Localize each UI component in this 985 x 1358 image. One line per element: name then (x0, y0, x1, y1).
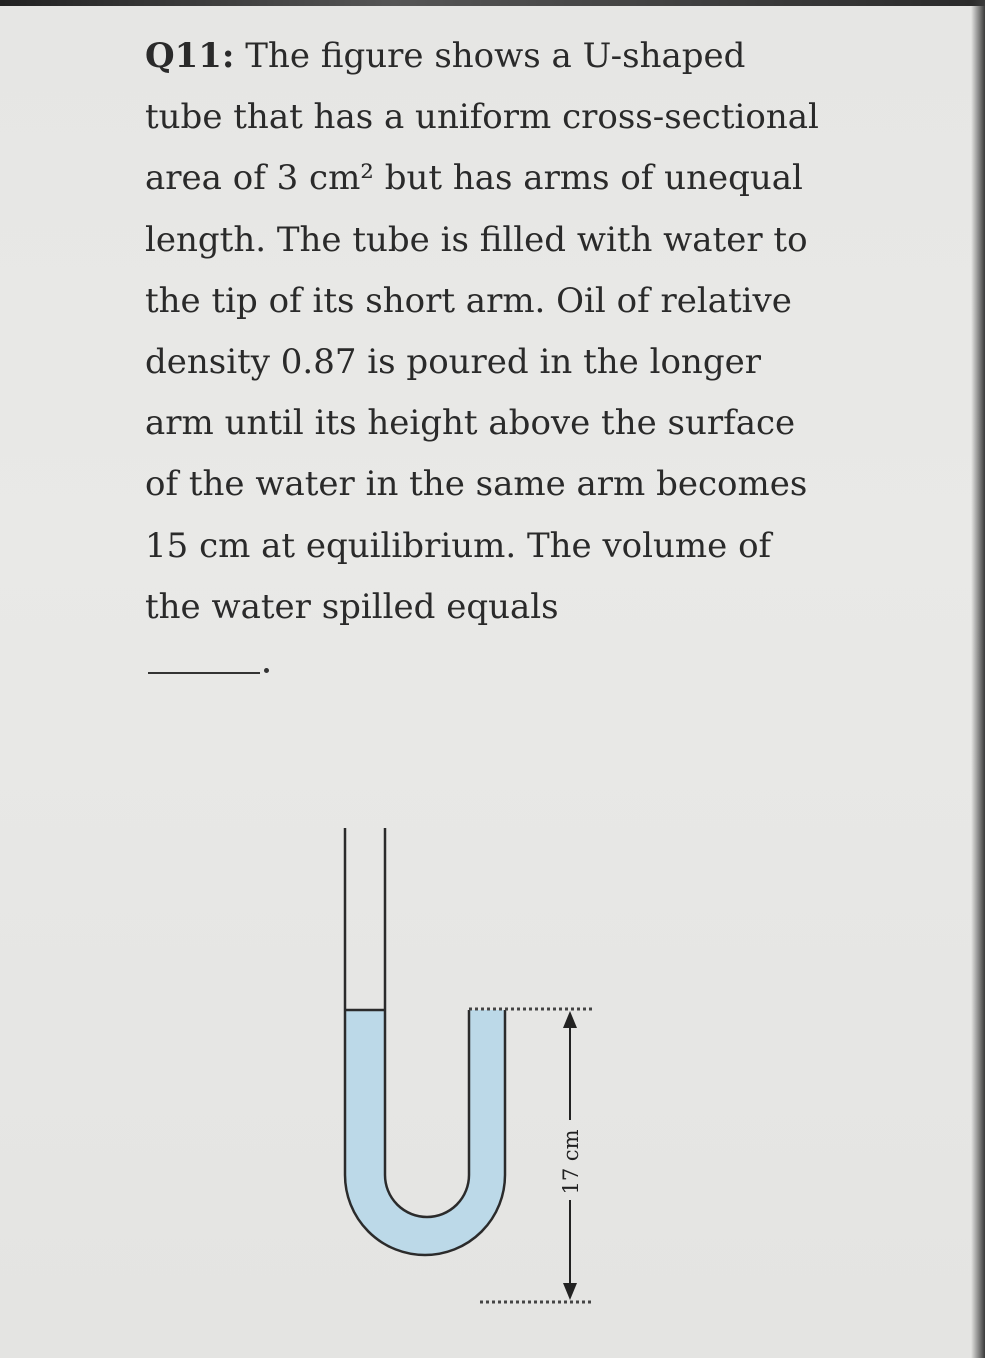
answer-blank-period (264, 668, 269, 673)
question-body: The figure shows a U-shaped tube that has a uniform cross-sectional area of 3 cm² but has arms of unequal length. The tube is filled with water to the tip of its short arm. Oil of relative density 0.87 is poured in the longer arm until its height above the surface of the water in the same arm becomes 15 cm at equilibrium. The volume of the water spilled equals (145, 36, 819, 627)
water-fill (345, 1010, 505, 1255)
question-text (145, 26, 825, 638)
screen-top-edge (0, 0, 985, 6)
tube-inner-wall (385, 828, 469, 1217)
u-tube-diagram (300, 800, 640, 1340)
dimension-arrowhead-up (563, 1011, 577, 1028)
dimension-label: 17 cm (559, 1129, 583, 1195)
answer-blank (148, 672, 260, 674)
dimension-arrowhead-down (563, 1283, 577, 1300)
u-tube-figure (300, 800, 640, 1340)
screen-right-edge (971, 0, 985, 1358)
question-label: Q11: (145, 36, 235, 76)
